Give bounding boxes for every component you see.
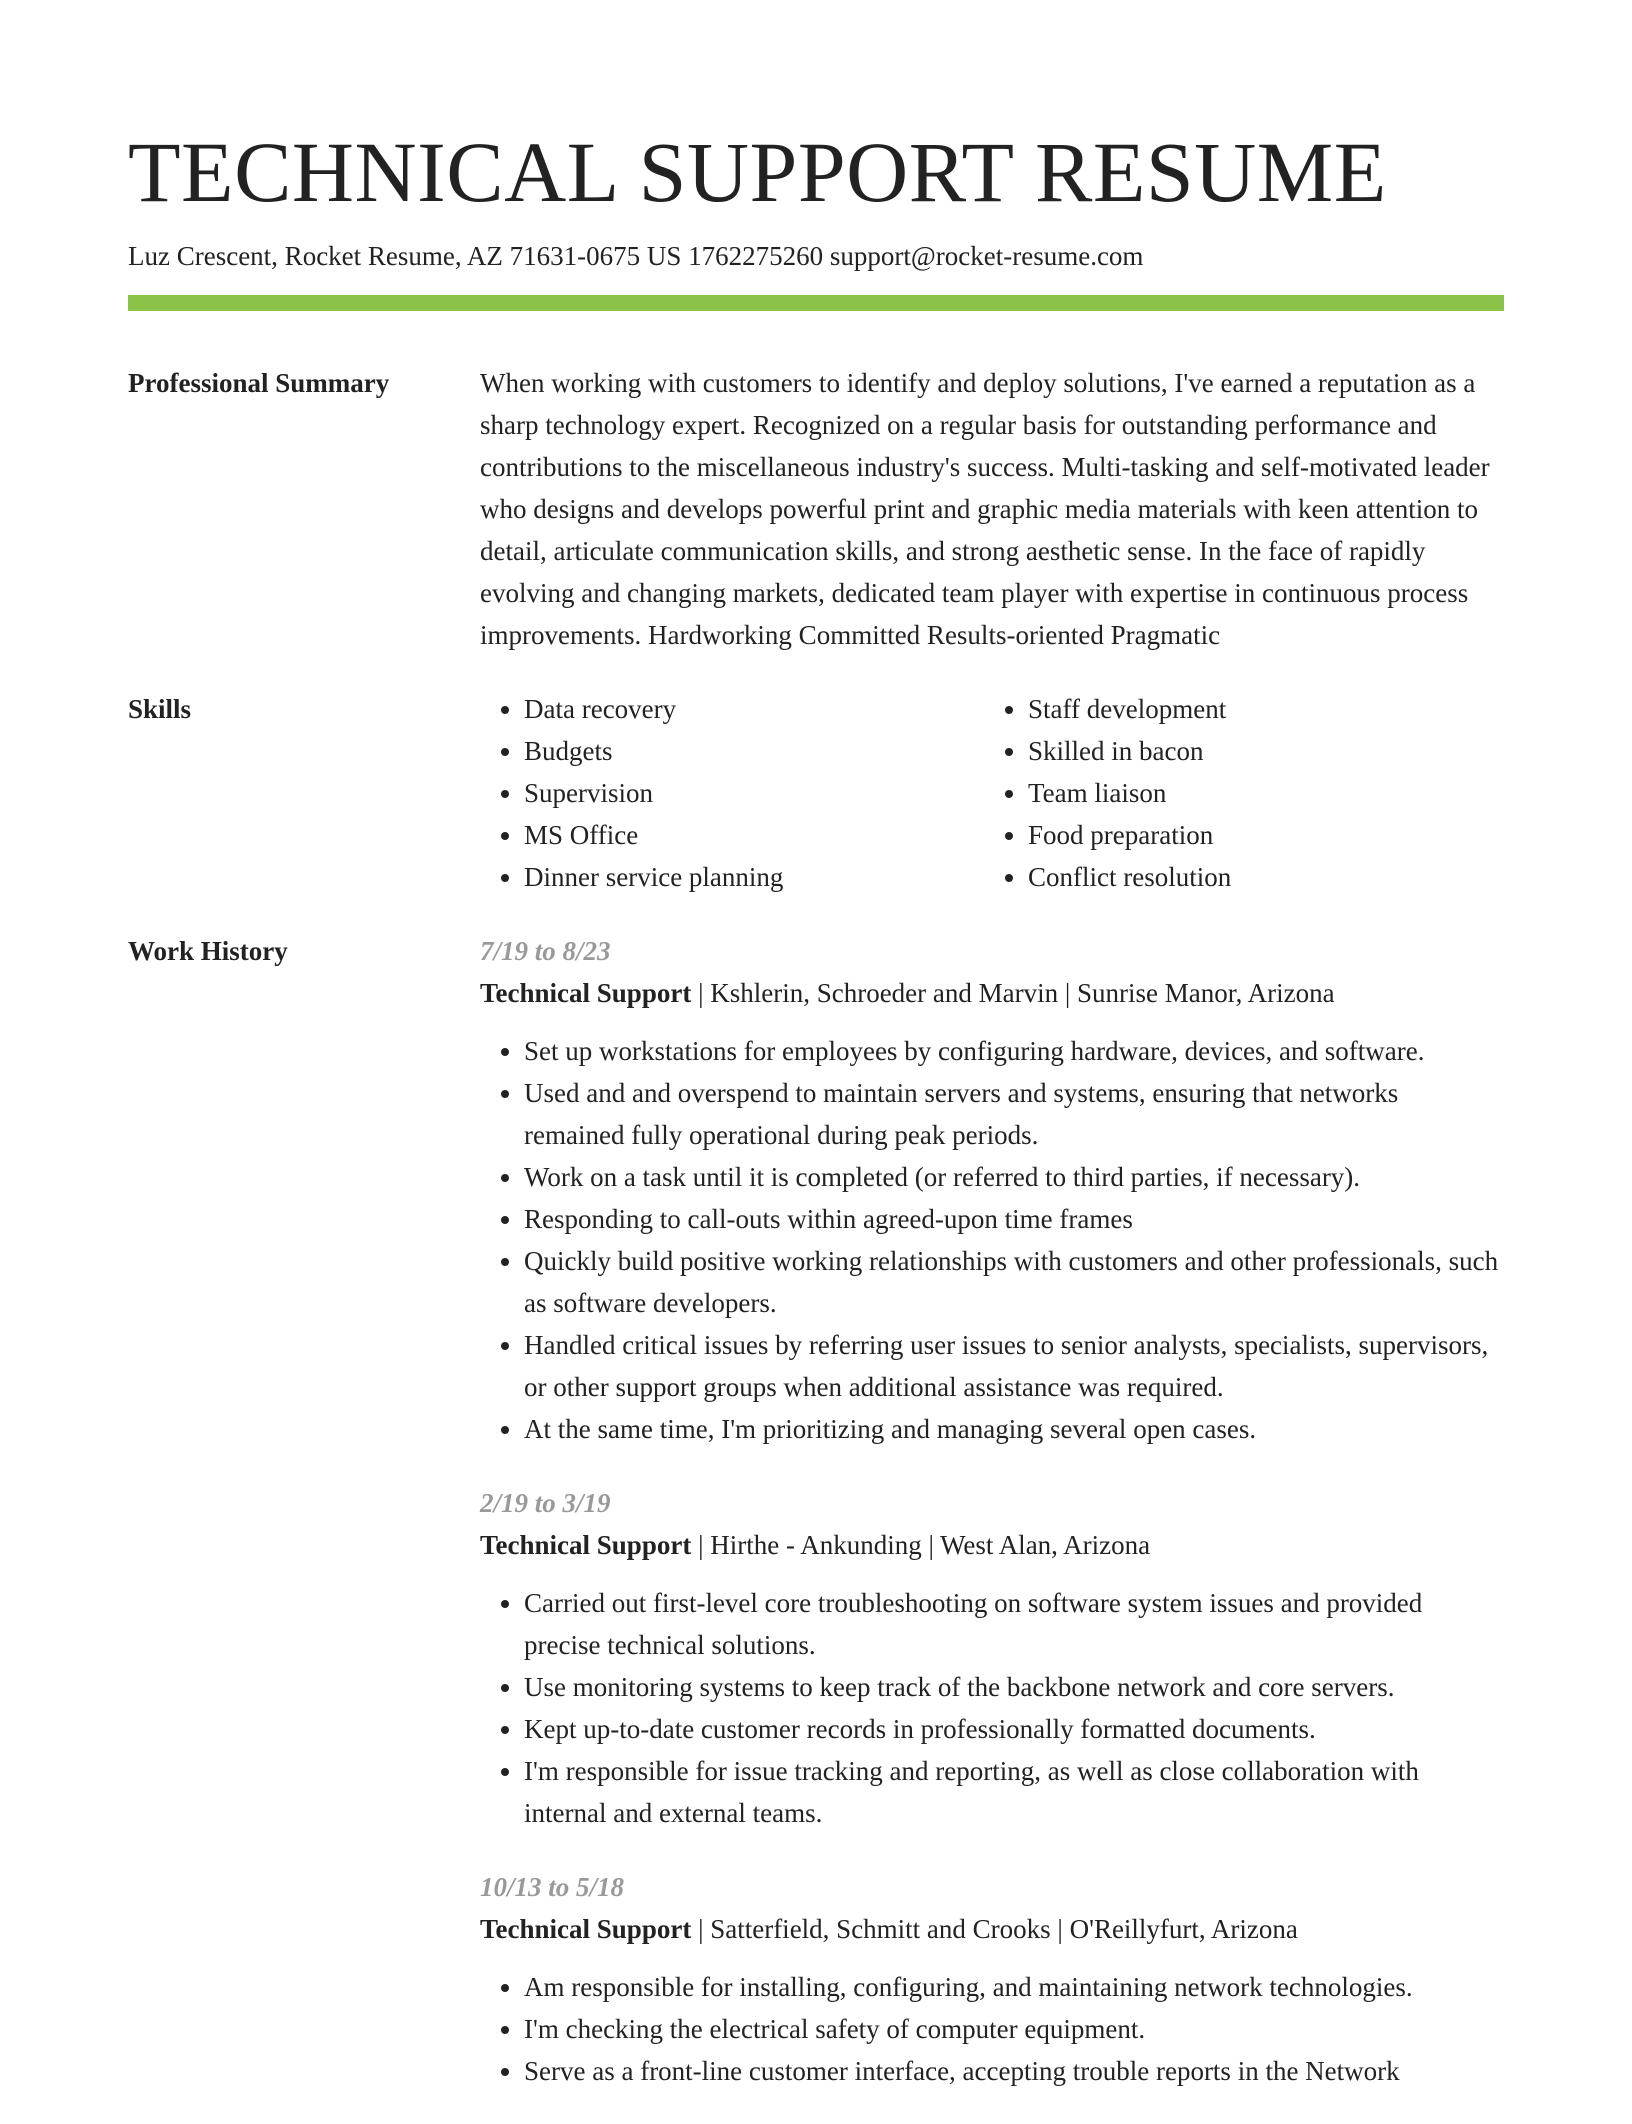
job-title: Technical Support xyxy=(480,978,692,1008)
job-heading xyxy=(480,972,1504,1014)
job-bullet: • Kept up-to-date customer records in professionally formatted documents. xyxy=(524,1708,1504,1750)
job-bullet: • Serve as a front-line customer interface, accepting trouble reports in the Network xyxy=(524,2050,1504,2092)
job-date: 7/19 to 8/23 xyxy=(480,936,611,966)
job-entry xyxy=(480,1866,1504,2092)
job-details: | Satterfield, Schmitt and Crooks | O'Reillyfurt, Arizona xyxy=(691,1914,1298,1944)
job-bullet: • Am responsible for installing, configuring, and maintaining network technologies. xyxy=(524,1966,1504,2008)
skill-item: • MS Office xyxy=(524,814,984,856)
skills-list-right xyxy=(984,688,1231,898)
job-bullets xyxy=(480,1030,1504,1450)
job-bullet: • Quickly build positive working relationships with customers and other professionals, such as software developers. xyxy=(524,1240,1504,1324)
job-details: | Hirthe - Ankunding | West Alan, Arizona xyxy=(691,1530,1151,1560)
job-bullet: • I'm responsible for issue tracking and reporting, as well as close collaboration with internal and external teams. xyxy=(524,1750,1504,1834)
skill-item: • Supervision xyxy=(524,772,984,814)
job-bullet: • Carried out first-level core troubleshooting on software system issues and provided precise technical solutions. xyxy=(524,1582,1504,1666)
job-title: Technical Support xyxy=(480,1530,692,1560)
job-details: | Kshlerin, Schroeder and Marvin | Sunrise Manor, Arizona xyxy=(691,978,1335,1008)
skill-item: • Food preparation xyxy=(1028,814,1231,856)
job-bullet: • Responding to call-outs within agreed-upon time frames xyxy=(524,1198,1504,1240)
job-title: Technical Support xyxy=(480,1914,692,1944)
job-bullet: • Use monitoring systems to keep track of the backbone network and core servers. xyxy=(524,1666,1504,1708)
job-bullet: • At the same time, I'm prioritizing and managing several open cases. xyxy=(524,1408,1504,1450)
skill-item: • Conflict resolution xyxy=(1028,856,1231,898)
job-bullets xyxy=(480,1966,1504,2092)
job-entry xyxy=(480,930,1504,1450)
job-date: 10/13 to 5/18 xyxy=(480,1872,625,1902)
job-bullet: • Used and and overspend to maintain servers and systems, ensuring that networks remained fully operational during peak periods. xyxy=(524,1072,1504,1156)
skill-item: • Dinner service planning xyxy=(524,856,984,898)
skill-item: • Skilled in bacon xyxy=(1028,730,1231,772)
skill-item: • Staff development xyxy=(1028,688,1231,730)
professional-summary-section xyxy=(128,362,1504,656)
job-bullet: • Handled critical issues by referring user issues to senior analysts, specialists, supervisors, or other support groups when additional assistance was required. xyxy=(524,1324,1504,1408)
accent-divider xyxy=(128,295,1504,311)
resume-title: TECHNICAL SUPPORT RESUME xyxy=(128,124,1387,220)
job-bullet: • I'm checking the electrical safety of computer equipment. xyxy=(524,2008,1504,2050)
job-date: 2/19 to 3/19 xyxy=(480,1488,611,1518)
job-heading xyxy=(480,1908,1504,1950)
job-bullet: • Work on a task until it is completed (or referred to third parties, if necessary). xyxy=(524,1156,1504,1198)
skills-section xyxy=(128,688,1504,898)
skill-item: • Budgets xyxy=(524,730,984,772)
section-label-work: Work History xyxy=(128,936,288,966)
section-label-skills: Skills xyxy=(128,694,192,724)
job-bullets xyxy=(480,1582,1504,1834)
section-label-summary: Professional Summary xyxy=(128,368,390,398)
job-bullet: • Set up workstations for employees by configuring hardware, devices, and software. xyxy=(524,1030,1504,1072)
job-entry xyxy=(480,1482,1504,1834)
skills-list-left xyxy=(480,688,984,898)
job-heading xyxy=(480,1524,1504,1566)
skill-item: • Data recovery xyxy=(524,688,984,730)
summary-text: When working with customers to identify and deploy solutions, I've earned a reputation as a sharp technology expert. Recognized on a regular basis for outstanding performance and contributions to the miscellaneous industry's success. Multi-tasking and self-motivated leader who designs and develops powerful print and graphic media materials with keen attention to detail, articulate communication skills, and strong aesthetic sense. In the face of rapidly evolving and changing markets, dedicated team player with expertise in continuous process improvements. Hardworking Committed Results-oriented Pragmatic xyxy=(480,368,1490,650)
resume-page xyxy=(128,0,1504,2124)
contact-line: Luz Crescent, Rocket Resume, AZ 71631-0675 US 1762275260 support@rocket-resume.com xyxy=(128,241,1144,271)
skill-item: • Team liaison xyxy=(1028,772,1231,814)
work-history-section xyxy=(128,930,1504,2124)
